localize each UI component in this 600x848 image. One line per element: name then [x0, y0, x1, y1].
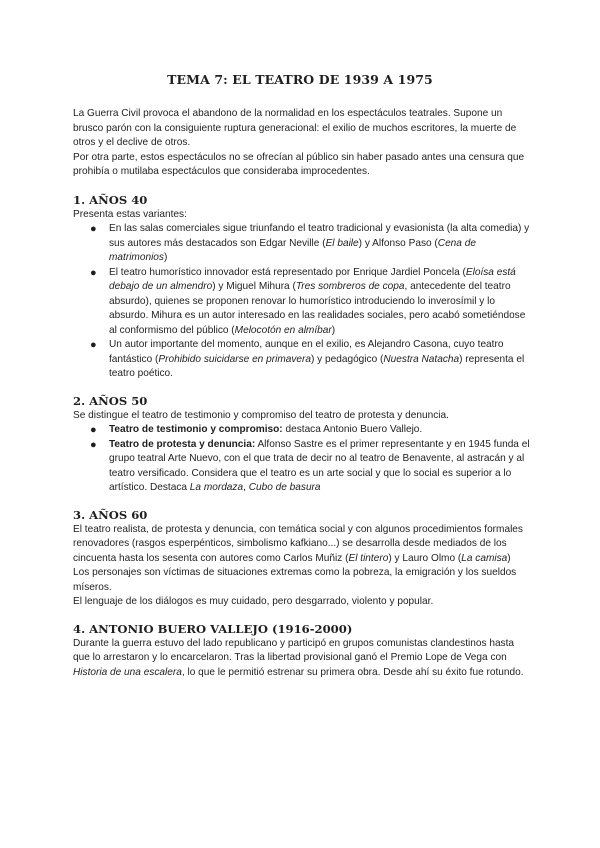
- list-item: ● En las salas comerciales sigue triunfando el teatro tradicional y evasionista (la alta comedia) y sus autores más destacados son Edgar Neville (El baile) y Alfonso Paso (Cena de matrimonios): [90, 223, 530, 263]
- bullet-icon: ●: [90, 424, 97, 436]
- section-3-paragraph-2: Los personajes son víctimas de situaciones extremas como la pobreza, la emigración y los sueldos míseros.: [73, 567, 517, 593]
- bullet-icon: ●: [90, 438, 97, 451]
- document-body: [73, 107, 533, 680]
- section-2-lead: Se distingue el teatro de testimonio y compromiso del teatro de protesta y denuncia.: [73, 409, 449, 421]
- section-heading-2: 2. AÑOS 50: [73, 393, 148, 408]
- section-heading-4: 4. ANTONIO BUERO VALLEJO (1916-2000): [73, 621, 353, 636]
- bullet-icon: ●: [90, 266, 97, 279]
- list-item: ● Teatro de protesta y denuncia: Alfonso Sastre es el primer representante y en 1945 funda el grupo teatral Arte Nuevo, con el que trata de decir no al teatro de Benavente, al astracán y al teatro versificado. Considera que el teatro es un arte social y que lo social es superior a lo artístico. Destaca La mordaza, Cubo de basura: [90, 438, 530, 493]
- section-heading-3: 3. AÑOS 60: [73, 507, 148, 522]
- intro-paragraph-2: Por otra parte, estos espectáculos no se ofrecían al público sin haber pasado antes una censura que prohibía o mutilaba espectáculos que consideraba improcedentes.: [73, 151, 525, 177]
- section-1-list: [73, 222, 533, 382]
- list-item: ● Teatro de testimonio y compromiso: destaca Antonio Buero Vallejo.: [90, 424, 423, 436]
- list-item: ● El teatro humorístico innovador está representado por Enrique Jardiel Poncela (Eloísa está debajo de un almendro) y Miguel Mihura (Tres sombreros de copa, antecedente del teatro absurdo), quienes se proponen renovar lo humorístico introduciendo lo inverosímil y lo absurdo. Mihura es un autor interesado en las realidades sociales, pero acabó sometiéndose al conformismo del público (Melocotón en almíbar): [90, 266, 526, 336]
- section-4-paragraph-1: Durante la guerra estuvo del lado republicano y participó en grupos comunistas clandestinos hasta que lo arrestaron y lo encarcelaron. Tras la libertad provisional ganó el Premio Lope de Vega con Historia de una escalera, lo que le permitió estrenar su primera obra. Desde ahí su éxito fue rotundo.: [73, 637, 524, 678]
- section-2-list: [73, 423, 533, 496]
- list-item: ● Un autor importante del momento, aunque en el exilio, es Alejandro Casona, cuyo teatro fantástico (Prohibido suicidarse en primavera) y pedagógico (Nuestra Natacha) representa el teatro poético.: [90, 339, 525, 379]
- page-title: TEMA 7: EL TEATRO DE 1939 A 1975: [167, 72, 433, 87]
- bullet-icon: ●: [90, 339, 97, 351]
- intro-paragraph-1: La Guerra Civil provoca el abandono de la normalidad en los espectáculos teatrales. Supone un brusco parón con la consiguiente ruptura generacional: el exilio de muchos escritores, la muerte de otros y el declive de otros.: [73, 108, 517, 148]
- section-3-paragraph-3: El lenguaje de los diálogos es muy cuidado, pero desgarrado, violento y popular.: [73, 596, 434, 607]
- bullet-icon: ●: [90, 223, 97, 235]
- section-3-paragraph-1: El teatro realista, de protesta y denuncia, con temática social y con algunos procedimientos formales renovadores (rasgos esperpénticos, simbolismo kafkiano...) se desarrolla desde mediados de los cincuenta hasta los sesenta con autores como Carlos Muñiz (El tintero) y Lauro Olmo (La camisa): [73, 523, 523, 564]
- section-1-lead: Presenta estas variantes:: [73, 208, 187, 220]
- section-heading-1: 1. AÑOS 40: [73, 192, 148, 207]
